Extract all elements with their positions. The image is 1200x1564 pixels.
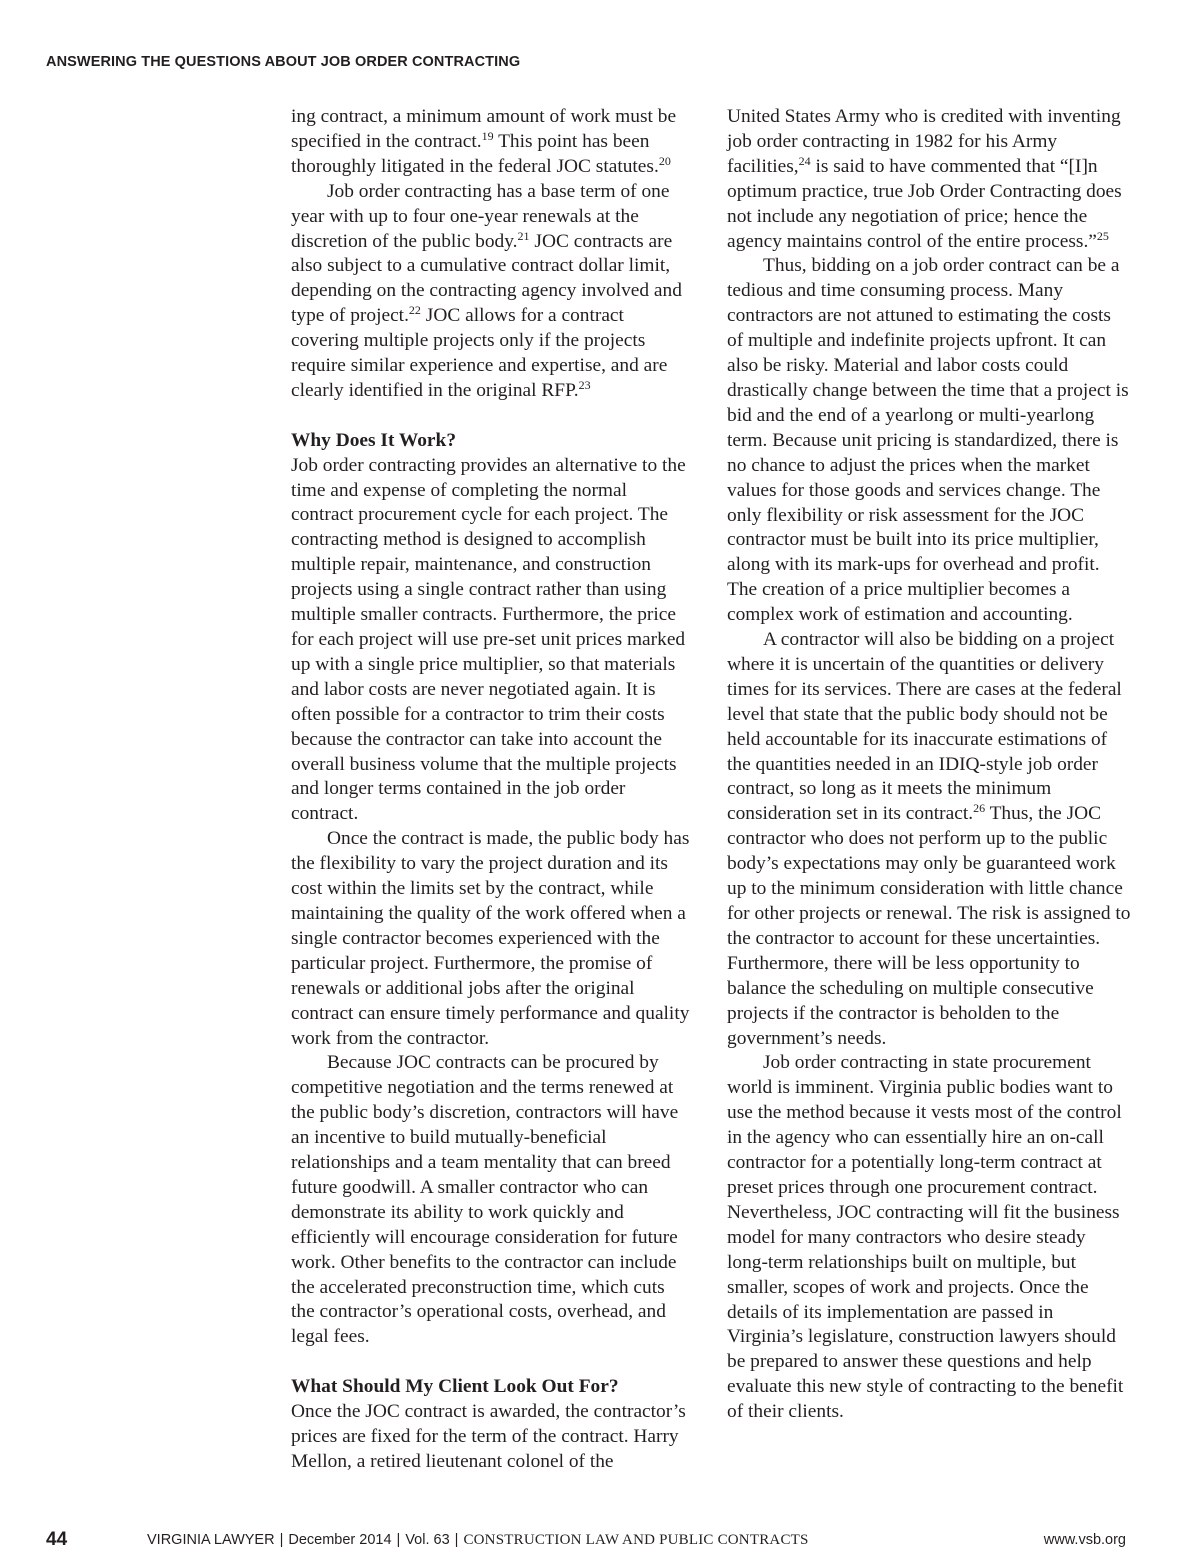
paragraph: A contractor will also be bidding on a project where it is uncertain of the quantities or delivery times for its services. There are cases at the federal level that state that the public body should not be held accountable for its inaccurate estimations of the quantities needed in an IDIQ-style job order contract, so long as it meets the minimum consideration set in its contract.$^{26}$ Thus, the JOC contractor who does not perform up to the public body’s expectations may only be guaranteed work up to the minimum consideration with little chance for other projects or renewal. The risk is assigned to the contractor to account for these uncertainties. Furthermore, there will be less opportunity to balance the scheduling on multiple consecutive projects if the contractor is beholden to the government’s needs. xyxy=(727,629,1131,1049)
publication-line xyxy=(147,1532,809,1549)
paragraph: ing contract, a minimum amount of work must be specified in the contract.$^{19}$ This point has been thoroughly litigated in the federal JOC statutes.$^{20}$ xyxy=(291,106,677,177)
footnote-ref: 22 xyxy=(408,303,421,318)
paragraph: Once the JOC contract is awarded, the contractor’s prices are fixed for the term of the contract. Harry Mellon, a retired lieutenant colonel of the xyxy=(291,1401,686,1472)
left-column xyxy=(291,105,693,1475)
volume: Vol. 63 xyxy=(405,1532,450,1548)
right-column xyxy=(727,105,1131,1425)
footnote-ref: 26 xyxy=(973,801,986,816)
separator: | xyxy=(454,1532,459,1548)
page-number: 44 xyxy=(46,1529,68,1550)
page-footer xyxy=(0,1529,1200,1553)
separator: | xyxy=(396,1532,401,1548)
section-heading-client-look-out: What Should My Client Look Out For? xyxy=(291,1376,619,1398)
paragraph: Job order contracting in state procurement world is imminent. Virginia public bodies want to use the method because it vests most of the control in the agency who can essentially hire an on-call contractor for a potentially long-term contract at preset prices through one procurement contract. Nevertheless, JOC contracting will fit the business model for many contractors who desire steady long-term relationships built on multiple, but smaller, scopes of work and projects. Once the details of its implementation are passed in Virginia’s legislature, construction lawyers should be prepared to answer these questions and help evaluate this new style of contracting to the benefit of their clients. xyxy=(727,1052,1124,1423)
footnote-ref: 25 xyxy=(1096,228,1109,243)
separator: | xyxy=(279,1532,284,1548)
running-head: ANSWERING THE QUESTIONS ABOUT JOB ORDER CONTRACTING xyxy=(46,54,521,70)
paragraph: Once the contract is made, the public body has the flexibility to vary the project duration and its cost within the limits set by the contract, while maintaining the quality of the work offered when a single contractor becomes experienced with the particular project. Furthermore, the promise of renewals or additional jobs after the original contract can ensure timely performance and quality work from the contractor. xyxy=(291,828,690,1049)
footnote-ref: 20 xyxy=(658,153,671,168)
paragraph: Job order contracting has a base term of one year with up to four one-year renewals at the discretion of the public body.$^{21}$ JOC contracts are also subject to a cumulative contract dollar limit, depending on the contracting agency involved and type of project.$^{22}$ JOC allows for a contract covering multiple projects only if the projects require similar experience and expertise, and are clearly identified in the original RFP.$^{23}$ xyxy=(291,180,682,401)
footnote-ref: 24 xyxy=(798,153,811,168)
paragraph: Job order contracting provides an alternative to the time and expense of completing the normal contract procurement cycle for each project. The contracting method is designed to accomplish multiple repair, maintenance, and construction projects using a single contract rather than using multiple smaller contracts. Furthermore, the price for each project will use pre-set unit prices marked up with a single price multiplier, so that materials and labor costs are never negotiated again. It is often possible for a contractor to trim their costs because the contractor can take into account the overall business volume that the multiple projects and longer terms contained in the job order contract. xyxy=(291,454,686,825)
paragraph: Thus, bidding on a job order contract can be a tedious and time consuming process. Many contractors are not attuned to estimating the costs of multiple and indefinite projects upfront. It can also be risky. Material and labor costs could drastically change between the time that a project is bid and the end of a yearlong or multi-yearlong term. Because unit pricing is standardized, there is no chance to adjust the prices when the market values for those goods and services change. The only flexibility or risk assessment for the JOC contractor must be built into its price multiplier, along with its mark-ups for overhead and profit. The creation of a price multiplier becomes a complex work of estimation and accounting. xyxy=(727,255,1129,626)
publication-name: VIRGINIA LAWYER xyxy=(147,1532,275,1548)
issue-date: December 2014 xyxy=(288,1532,392,1548)
footnote-ref: 19 xyxy=(481,128,494,143)
paragraph: Because JOC contracts can be procured by competitive negotiation and the terms renewed at the public body’s discretion, contractors will have an incentive to build mutually-beneficial relationships and a team mentality that can breed future goodwill. A smaller contractor who can demonstrate its ability to work quickly and efficiently will encourage consideration for future work. Other benefits to the contractor can include the accelerated preconstruction time, which cuts the contractor’s operational costs, overhead, and legal fees. xyxy=(291,1052,679,1348)
paragraph: United States Army who is credited with inventing job order contracting in 1982 for his Army facilities,$^{24}$ is said to have commented that “[I]n optimum practice, true Job Order Contracting does not include any negotiation of price; hence the agency maintains control of the entire process.”$^{25}$ xyxy=(727,106,1122,252)
footnote-ref: 23 xyxy=(578,377,591,392)
website: www.vsb.org xyxy=(1043,1532,1126,1548)
section-heading-why-does-it-work: Why Does It Work? xyxy=(291,429,457,451)
footnote-ref: 21 xyxy=(517,228,530,243)
section-name: CONSTRUCTION LAW AND PUBLIC CONTRACTS xyxy=(463,1532,809,1548)
